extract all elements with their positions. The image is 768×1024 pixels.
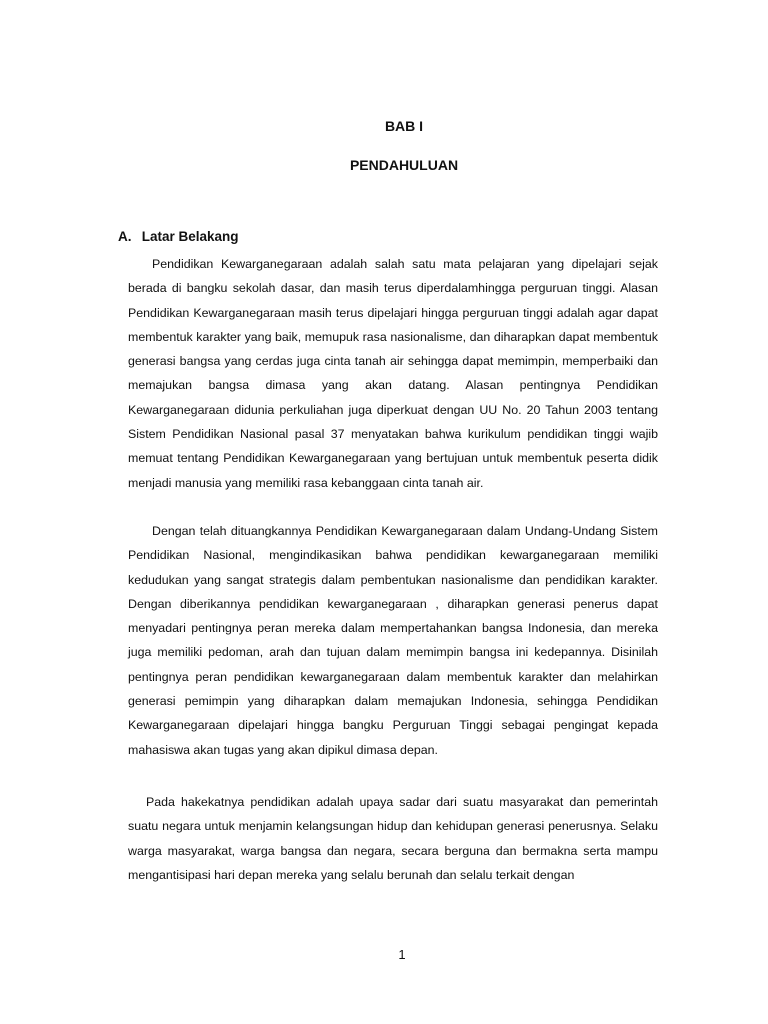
paragraph: Pada hakekatnya pendidikan adalah upaya sadar dari suatu masyarakat dan pemerintah suatu negara untuk menjamin kelangsungan hidup dan kehidupan generasi penerusnya. Selaku warga masyarakat, warga bangsa dan negara, secara berguna dan bermakna serta mampu mengantisipasi hari depan mereka yang selalu berunah dan selalu terkait dengan	[128, 795, 658, 882]
chapter-title: PENDAHULUAN	[349, 157, 459, 173]
paragraph: Pendidikan Kewarganegaraan adalah salah satu mata pelajaran yang dipelajari sejak berada di bangku sekolah dasar, dan masih terus diperdalamhingga perguruan tinggi. Alasan Pendidikan Kewarganegaraan masih terus dipelajari hingga perguruan tinggi adalah agar dapat membentuk karakter yang baik, memupuk rasa nasionalisme, dan diharapkan dapat membentuk generasi bangsa yang cerdas juga cinta tanah air sehingga dapat memimpin, memperbaiki dan memajukan bangsa dimasa yang akan datang. Alasan pentingnya Pendidikan Kewarganegaraan diduniа perkuliahan juga diperkuat dengan UU No. 20 Tahun 2003 tentang Sistem Pendidikan Nasional pasal 37 menyatakan bahwa kurikulum pendidikan tinggi wajib memuat tentang Pendidikan Kewarganegaraan yang bertujuan untuk membentuk peserta didik menjadi manusia yang memiliki rasa kebanggaan cinta tanah air.	[128, 257, 658, 490]
page-number: 1	[398, 947, 406, 962]
chapter-number: BAB I	[384, 118, 424, 134]
paragraph: Dengan telah dituangkannya Pendidikan Kewarganegaraan dalam Undang-Undang Sistem Pendidikan Nasional, mengindikasikan bahwa pendidikan kewarganegaraan memiliki kedudukan yang sangat strategis dalam pembentukan nasionalisme dan pendidikan karakter. Dengan diberikannya pendidikan kewarganegaraan , diharapkan generasi penerus dapat menyadari pentingnya peran mereka dalam mempertahankan bangsa Indonesia, dan mereka juga memiliki pedoman, arah dan tujuan dalam memimpin bangsa ini kedepannya. Disinilah pentingnya peran pendidikan kewarganegaraan dalam membentuk karakter dan melahirkan generasi pemimpin yang diharapkan dalam memajukan Indonesia, sehingga Pendidikan Kewarganegaraan dipelajari hingga bangku Perguruan Tinggi sebagai pengingat kepada mahasiswa akan tugas yang akan dipikul dimasa depan.	[128, 524, 658, 757]
section-letter: A.	[118, 229, 132, 244]
section-title: Latar Belakang	[141, 229, 239, 244]
section-heading	[118, 229, 239, 244]
